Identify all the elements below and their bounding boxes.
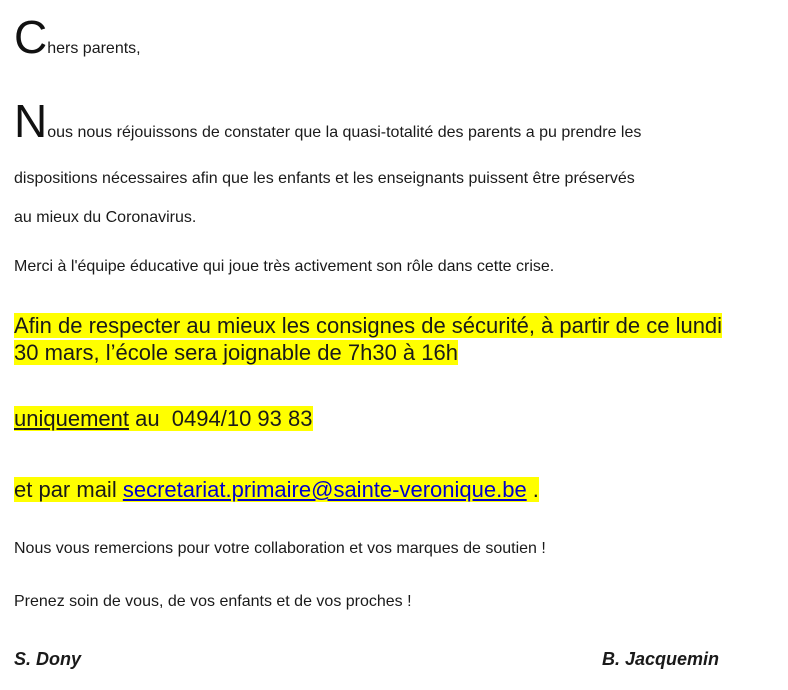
paragraph2: Merci à l'équipe éducative qui joue très activement son rôle dans cette crise. [14,258,555,275]
highlight-line1-text: Afin de respecter au mieux les consignes de sécurité, à partir de ce lundi [14,313,723,338]
phone-number: 0494/10 93 83 [171,406,313,431]
highlight-line1 [14,313,722,339]
paragraph1-line1-text: ous nous réjouissons de constater que la quasi-totalité des parents a pu prendre les [47,124,642,141]
greeting-line [14,11,141,63]
signature-right: B. Jacquemin [602,649,720,669]
phone-line [14,406,313,432]
care-line: Prenez soin de vous, de vos enfants et de vos proches ! [14,593,412,610]
paragraph1-line1 [14,95,642,147]
greeting-dropcap: C [14,11,48,63]
highlight-line2-text: 30 mars, l’école sera joignable de 7h30 à 16h [14,340,458,365]
mail-highlight [14,477,539,502]
phone-middle-text: au [128,406,172,431]
mail-line [14,477,539,503]
paragraph1-dropcap: N [14,95,48,147]
signature-left: S. Dony [14,649,82,669]
paragraph1-line2: dispositions nécessaires afin que les enfants et les enseignants puissent être préservés [14,170,635,187]
paragraph1-line3: au mieux du Coronavirus. [14,209,197,226]
highlight-line2 [14,340,458,366]
thanks-line: Nous vous remercions pour votre collaboration et vos marques de soutien ! [14,540,546,557]
greeting-text: hers parents, [47,40,141,57]
phone-highlight [14,406,313,431]
uniquement-text: uniquement [14,406,129,431]
email-link[interactable]: secretariat.primaire@sainte-veronique.be [122,477,527,502]
mail-prefix-text: et par mail [14,477,123,502]
mail-suffix-text: . [526,477,539,502]
